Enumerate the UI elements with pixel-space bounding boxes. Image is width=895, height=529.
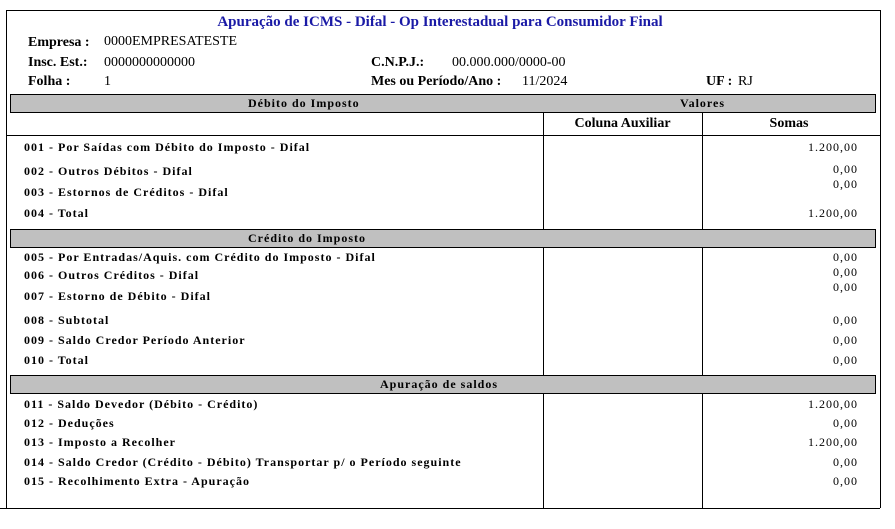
row-008-value: 0,00 — [833, 313, 858, 327]
row-002-value: 0,00 — [833, 162, 858, 176]
row-012-label: 012 - Deduções — [24, 416, 115, 430]
insc-label: Insc. Est.: — [28, 55, 88, 70]
insc-value: 0000000000000 — [104, 55, 195, 70]
row-007-label: 007 - Estorno de Débito - Difal — [24, 289, 211, 303]
row-003-value: 0,00 — [833, 177, 858, 191]
row-004-value: 1.200,00 — [808, 206, 858, 220]
row-009-value: 0,00 — [833, 333, 858, 347]
debito-header-divider — [6, 135, 880, 136]
valores-label: Valores — [680, 96, 726, 110]
row-006-value: 0,00 — [833, 265, 858, 279]
row-012-value: 0,00 — [833, 416, 858, 430]
uf-value: RJ — [738, 74, 753, 89]
debito-section-bar — [10, 94, 876, 113]
report-frame-right — [880, 10, 881, 508]
row-005-label: 005 - Por Entradas/Aquis. com Crédito do Imposto - Difal — [24, 250, 376, 264]
folha-value: 1 — [104, 74, 111, 89]
row-001-label: 001 - Por Saídas com Débito do Imposto - Difal — [24, 140, 311, 154]
row-013-value: 1.200,00 — [808, 435, 858, 449]
uf-label: UF : — [706, 74, 733, 89]
row-014-value: 0,00 — [833, 455, 858, 469]
row-009-label: 009 - Saldo Credor Período Anterior — [24, 333, 246, 347]
row-014-label: 014 - Saldo Credor (Crédito - Débito) Transportar p/ o Período seguinte — [24, 455, 462, 469]
periodo-label: Mes ou Período/Ano : — [371, 74, 502, 89]
row-011-label: 011 - Saldo Devedor (Débito - Crédito) — [24, 397, 259, 411]
row-005-value: 0,00 — [833, 250, 858, 264]
report-title: Apuração de ICMS - Difal - Op Interestadual para Consumidor Final — [217, 14, 663, 30]
row-006-label: 006 - Outros Créditos - Difal — [24, 268, 200, 282]
report-frame-bottom — [0, 508, 880, 509]
row-007-value: 0,00 — [833, 280, 858, 294]
row-015-value: 0,00 — [833, 474, 858, 488]
row-002-label: 002 - Outros Débitos - Difal — [24, 164, 193, 178]
credito-section-bar — [10, 229, 876, 248]
folha-label: Folha : — [28, 74, 71, 89]
row-004-label: 004 - Total — [24, 206, 90, 220]
row-013-label: 013 - Imposto a Recolher — [24, 435, 176, 449]
row-010-label: 010 - Total — [24, 353, 90, 367]
debito-section-title: Débito do Imposto — [248, 96, 360, 110]
somas-header: Somas — [769, 116, 809, 131]
report-frame-top — [6, 10, 880, 11]
cnpj-value: 00.000.000/0000-00 — [452, 55, 566, 70]
apuracao-section-title: Apuração de saldos — [380, 377, 499, 391]
coluna-auxiliar-header: Coluna Auxiliar — [574, 116, 671, 131]
row-001-value: 1.200,00 — [808, 140, 858, 154]
empresa-label: Empresa : — [28, 35, 90, 50]
row-003-label: 003 - Estornos de Créditos - Difal — [24, 185, 229, 199]
credito-section-title: Crédito do Imposto — [248, 231, 367, 245]
row-008-label: 008 - Subtotal — [24, 313, 110, 327]
row-011-value: 1.200,00 — [808, 397, 858, 411]
cnpj-label: C.N.P.J.: — [371, 55, 425, 70]
periodo-value: 11/2024 — [522, 74, 568, 89]
row-010-value: 0,00 — [833, 353, 858, 367]
empresa-value: 0000EMPRESATESTE — [104, 34, 238, 49]
row-015-label: 015 - Recolhimento Extra - Apuração — [24, 474, 250, 488]
